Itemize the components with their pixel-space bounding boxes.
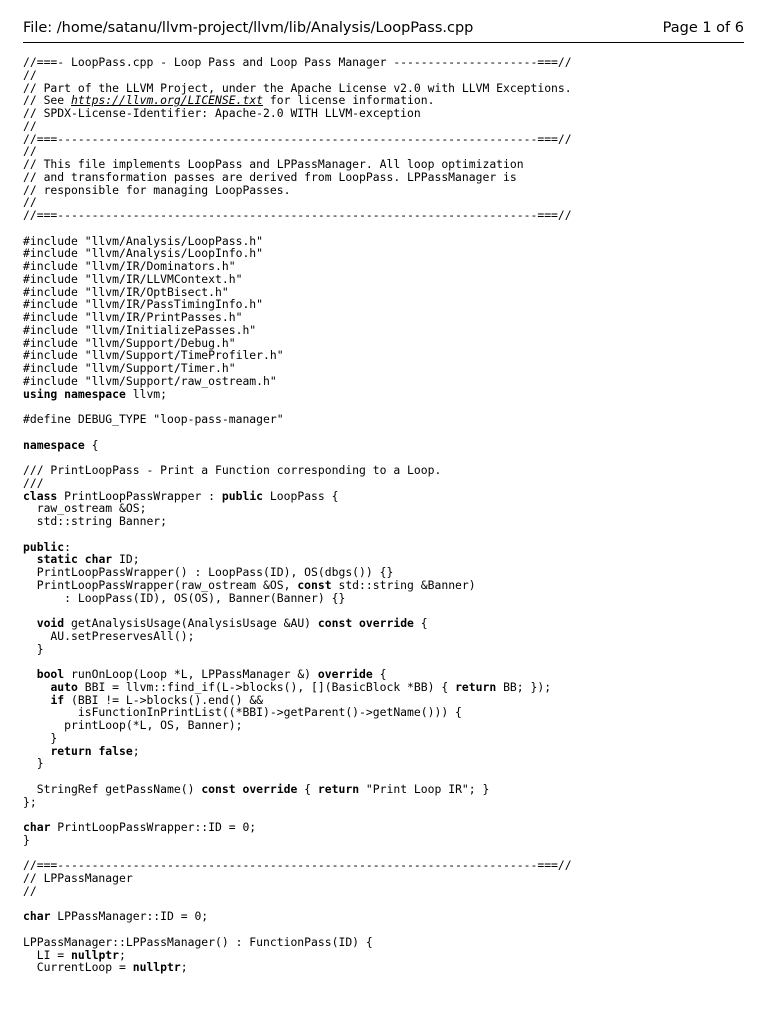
code-text: // This file implements LoopPass and LPPassManager. All loop optimization [23,157,524,171]
code-text: ; [180,960,188,975]
code-text: // SPDX-License-Identifier: Apache-2.0 WITH LLVM-exception [23,106,421,120]
code-text: #include "llvm/Support/Debug.h" [23,335,236,350]
code-text: #include "llvm/Analysis/LoopPass.h" [23,233,264,248]
code-line [23,133,758,146]
code-line [23,630,758,643]
code-text: // Part of the LLVM Project, under the Apache License v2.0 with LLVM Exceptions. [23,80,572,95]
code-line [23,439,758,452]
code-text: // See [23,93,72,108]
code-text: ID; [112,552,140,567]
code-text: /// PrintLoopPass - Print a Function corresponding to a Loop. [23,463,442,477]
code-text: { [297,781,318,796]
code-text: //===----------------------------------------------------------------------===// [23,131,572,146]
license-link[interactable]: https://llvm.org/LICENSE.txt [71,93,264,108]
code-line [23,757,758,770]
code-keyword: using namespace [23,386,126,401]
code-keyword: return [455,679,497,694]
code-text: llvm; [125,386,168,401]
code-keyword: return [317,781,360,796]
code-line [23,592,758,605]
code-line [23,643,758,656]
code-keyword: void [36,616,65,630]
code-text: PrintLoopPassWrapper() : LoopPass(ID), OS(dbgs()) {} [23,565,394,579]
code-keyword: if [50,692,65,707]
code-text: #include "llvm/IR/PrintPasses.h" [23,310,243,324]
code-keyword: namespace [23,437,85,452]
page-number: Page 1 of 6 [662,20,744,36]
code-text: StringRef getPassName() [23,781,202,796]
code-keyword: return false [50,743,133,758]
code-line [23,107,758,120]
code-line [23,388,758,401]
code-text: #include "llvm/IR/LLVMContext.h" [23,271,243,286]
code-line [23,515,758,528]
code-text: // [23,67,37,82]
code-text: "Print Loop IR"; } [359,781,490,796]
code-line [23,56,758,69]
file-path: File: /home/satanu/llvm-project/llvm/lib/Analysis/LoopPass.cpp [23,20,474,36]
code-keyword: override [317,667,373,681]
code-text: }; [23,794,37,809]
code-text: #include "llvm/IR/Dominators.h" [23,259,236,273]
code-keyword: char [23,909,51,924]
code-text: { [372,667,387,681]
code-text: ; [132,743,140,758]
code-text: #include "llvm/IR/OptBisect.h" [23,284,229,299]
code-keyword: const override [317,616,414,630]
code-line [23,413,758,426]
code-keyword: auto [50,679,78,694]
code-text: #include "llvm/Analysis/LoopInfo.h" [23,246,264,261]
code-keyword: char [23,820,51,834]
code-line [23,745,758,758]
code-line [23,719,758,732]
code-keyword: nullptr [71,947,120,962]
code-text: { [413,616,428,630]
code-text: isFunctionInPrintList((*BBI)->getParent()->getName())) { [23,705,462,720]
code-text: { [84,437,99,452]
code-text: #include "llvm/Support/raw_ostream.h" [23,373,277,388]
code-text: LI = [23,947,72,962]
code-line [23,936,758,949]
code-text: PrintLoopPassWrapper(raw_ostream &OS, [23,577,298,592]
code-keyword: const [297,577,332,592]
code-text: //===----------------------------------------------------------------------===// [23,208,572,222]
code-keyword: nullptr [132,960,181,975]
code-text: CurrentLoop = [23,960,133,975]
code-line [23,910,758,923]
code-text: // responsible for managing LoopPasses. [23,182,291,197]
code-text: LPPassManager::LPPassManager() : FunctionPass(ID) { [23,934,373,949]
code-text: BB; }); [496,679,552,694]
code-text: AU.setPreservesAll(); [23,628,195,643]
code-text: // [23,883,37,898]
page-header [23,18,744,43]
code-text: getAnalysisUsage(AnalysisUsage &AU) [64,616,318,630]
code-line [23,834,758,847]
code-line [23,821,758,834]
code-line [23,783,758,796]
code-keyword: static char [36,552,113,567]
code-line [23,885,758,898]
code-text: #define DEBUG_TYPE "loop-pass-manager" [23,412,284,426]
code-text: } [23,641,44,656]
code-text: #include "llvm/InitializePasses.h" [23,322,257,337]
code-text: BBI = llvm::find_if(L->blocks(), [](BasicBlock *BB) { [77,679,456,694]
code-text: } [23,730,58,745]
code-text: //===- LoopPass.cpp - Loop Pass and Loop Pass Manager ---------------------===// [23,55,572,69]
code-text: } [23,832,30,847]
code-line [23,859,758,872]
code-line [23,961,758,974]
code-text: #include "llvm/IR/PassTimingInfo.h" [23,297,264,312]
code-line [23,796,758,809]
code-keyword: class [23,488,58,503]
code-text: // LPPassManager [23,871,133,885]
code-text: : [64,539,72,554]
code-text: } [23,756,44,771]
code-text: //===----------------------------------------------------------------------===// [23,858,572,873]
code-line [23,209,758,222]
code-text: // [23,144,37,159]
code-text: printLoop(*L, OS, Banner); [23,718,243,732]
code-text: for license information. [263,93,435,108]
code-text: // [23,118,37,133]
code-text: /// [23,475,44,490]
code-text: PrintLoopPassWrapper::ID = 0; [50,820,257,834]
code-line [23,528,758,541]
code-text: LoopPass { [263,488,339,503]
code-text: PrintLoopPassWrapper : [57,488,222,503]
code-keyword: public [23,539,65,554]
code-text: #include "llvm/Support/Timer.h" [23,361,236,375]
code-text: #include "llvm/Support/TimeProfiler.h" [23,348,284,363]
code-text: std::string &Banner) [331,577,476,592]
code-line [23,426,758,439]
code-text: ; [119,947,126,962]
code-keyword: public [221,488,264,503]
code-text: LPPassManager::ID = 0; [50,909,209,924]
code-text: (BBI != L->blocks().end() && [64,692,264,707]
code-keyword: const override [201,781,298,796]
code-line [23,464,758,477]
source-code [23,56,758,974]
code-text: // [23,195,37,210]
code-text: raw_ostream &OS; [23,501,147,516]
code-line [23,184,758,197]
code-keyword: bool [36,667,65,681]
code-text: // and transformation passes are derived from LoopPass. LPPassManager is [23,169,517,184]
code-text: : LoopPass(ID), OS(OS), Banner(Banner) {} [23,590,346,605]
code-line [23,872,758,885]
code-text: runOnLoop(Loop *L, LPPassManager &) [64,667,318,681]
code-text: std::string Banner; [23,514,168,528]
